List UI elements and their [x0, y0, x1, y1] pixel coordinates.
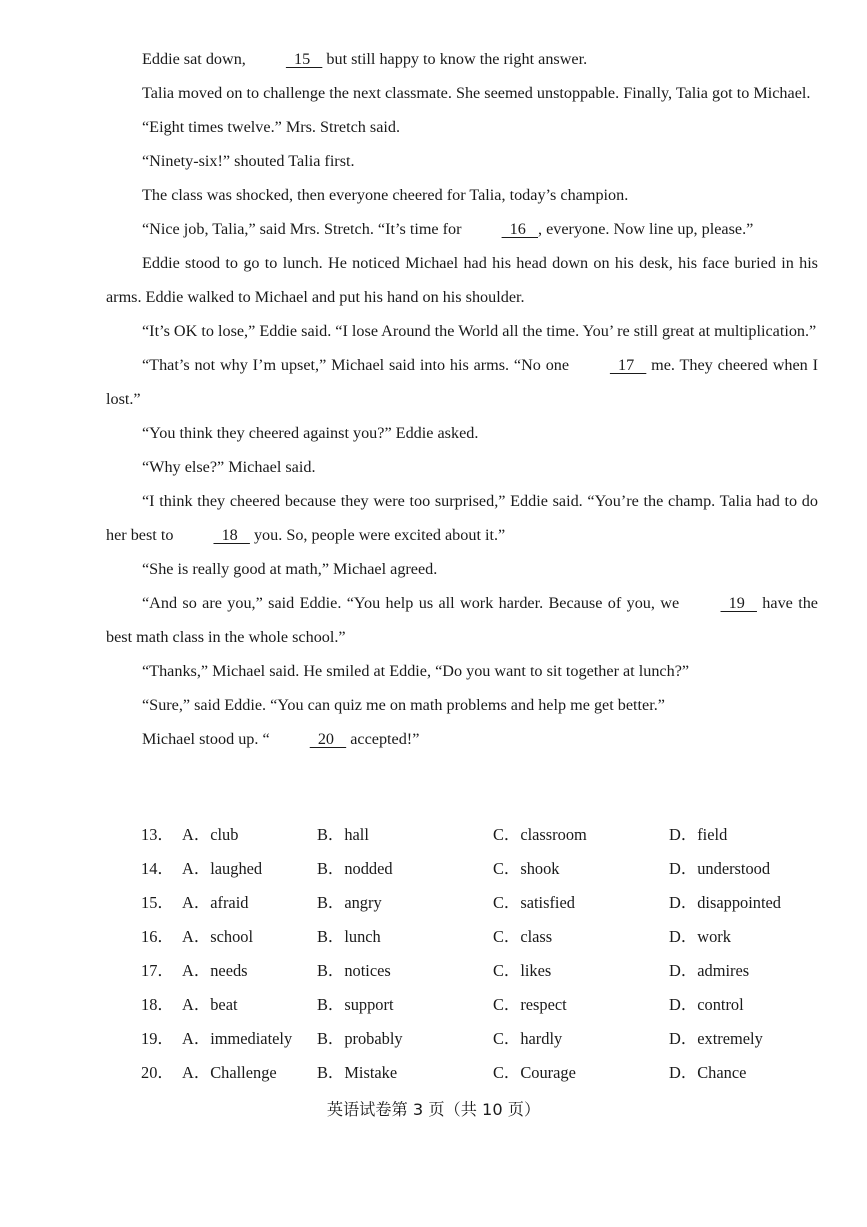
- passage-text: Eddie stood to go to lunch. He noticed Michael had his head down on his desk, his face buried in his arms. Eddie walked to Michael and put his hand on his shoulder.: [106, 254, 818, 306]
- option-c: C．hardly: [493, 1029, 563, 1048]
- passage-paragraph: [106, 722, 818, 756]
- passage-text: Michael stood up. “: [142, 730, 274, 748]
- blank-15: 15: [285, 50, 323, 68]
- question-row: [141, 852, 821, 886]
- option-b: B．hall: [317, 825, 369, 844]
- question-row: [141, 988, 821, 1022]
- passage-text: “She is really good at math,” Michael agreed.: [142, 560, 438, 578]
- passage-paragraph: [106, 246, 818, 314]
- passage-text: “Eight times twelve.” Mrs. Stretch said.: [142, 118, 401, 136]
- option-b: B．nodded: [317, 859, 393, 878]
- cloze-passage: [106, 42, 818, 756]
- question-number: 20．: [141, 1063, 174, 1082]
- passage-text: “Ninety-six!” shouted Talia first.: [142, 152, 355, 170]
- question-row: [141, 954, 821, 988]
- blank-20: 20: [309, 730, 347, 748]
- passage-paragraph: [106, 314, 818, 348]
- option-d: D．Chance: [669, 1063, 747, 1082]
- option-c: C．likes: [493, 961, 552, 980]
- question-row: [141, 1022, 821, 1056]
- passage-paragraph: [106, 654, 818, 688]
- passage-text: have the best math class in the whole school.”: [106, 594, 818, 646]
- option-d: D．control: [669, 995, 744, 1014]
- option-b: B．Mistake: [317, 1063, 398, 1082]
- passage-paragraph: [106, 586, 818, 654]
- option-b: B．probably: [317, 1029, 403, 1048]
- passage-paragraph: [106, 416, 818, 450]
- option-a: A．beat: [182, 995, 238, 1014]
- passage-text: “Sure,” said Eddie. “You can quiz me on math problems and help me get better.”: [142, 696, 665, 714]
- option-d: D．disappointed: [669, 893, 781, 912]
- passage-text: “It’s OK to lose,” Eddie said. “I lose Around the World all the time. You’ re still great at multiplication.”: [142, 322, 817, 340]
- option-d: D．field: [669, 825, 728, 844]
- option-a: A．needs: [182, 961, 248, 980]
- question-number: 17．: [141, 961, 174, 980]
- passage-text: Eddie sat down,: [142, 50, 250, 68]
- passage-paragraph: [106, 484, 818, 552]
- passage-text: “You think they cheered against you?” Eddie asked.: [142, 424, 479, 442]
- blank-16: 16: [501, 220, 538, 238]
- option-d: D．understood: [669, 859, 771, 878]
- option-b: B．angry: [317, 893, 382, 912]
- passage-text: , everyone. Now line up, please.”: [538, 220, 754, 238]
- passage-paragraph: [106, 450, 818, 484]
- question-number: 19．: [141, 1029, 174, 1048]
- passage-text: The class was shocked, then everyone cheered for Talia, today’s champion.: [142, 186, 629, 204]
- question-number: 15．: [141, 893, 174, 912]
- passage-text: “That’s not why I’m upset,” Michael said into his arms. “No one: [142, 356, 574, 374]
- passage-paragraph: [106, 178, 818, 212]
- passage-paragraph: [106, 110, 818, 144]
- option-c: C．respect: [493, 995, 567, 1014]
- passage-text: but still happy to know the right answer.: [322, 50, 588, 68]
- question-number: 16．: [141, 927, 174, 946]
- passage-paragraph: [106, 552, 818, 586]
- option-b: B．support: [317, 995, 394, 1014]
- passage-paragraph: [106, 212, 818, 246]
- question-row: [141, 920, 821, 954]
- option-d: D．admires: [669, 961, 750, 980]
- passage-paragraph: [106, 76, 818, 110]
- option-c: C．classroom: [493, 825, 587, 844]
- option-a: A．Challenge: [182, 1063, 277, 1082]
- option-b: B．lunch: [317, 927, 381, 946]
- option-c: C．shook: [493, 859, 560, 878]
- option-a: A．laughed: [182, 859, 263, 878]
- blank-19: 19: [720, 594, 757, 612]
- question-number: 18．: [141, 995, 174, 1014]
- option-c: C．Courage: [493, 1063, 576, 1082]
- passage-paragraph: [106, 42, 818, 76]
- option-c: C．class: [493, 927, 553, 946]
- option-a: A．immediately: [182, 1029, 293, 1048]
- option-a: A．school: [182, 927, 254, 946]
- passage-text: “And so are you,” said Eddie. “You help us all work harder. Because of you, we: [142, 594, 685, 612]
- blank-18: 18: [213, 526, 250, 544]
- answer-options: [141, 818, 821, 1090]
- question-row: [141, 886, 821, 920]
- passage-text: “I think they cheered because they were too surprised,” Eddie said. “You’re the champ. Talia had to do her best to: [106, 492, 818, 544]
- option-c: C．satisfied: [493, 893, 575, 912]
- passage-text: me. They cheered when I lost.”: [106, 356, 818, 408]
- option-a: A．afraid: [182, 893, 249, 912]
- passage-text: “Thanks,” Michael said. He smiled at Eddie, “Do you want to sit together at lunch?”: [142, 662, 690, 680]
- passage-text: accepted!”: [346, 730, 420, 748]
- question-number: 13．: [141, 825, 174, 844]
- passage-text: “Why else?” Michael said.: [142, 458, 316, 476]
- passage-paragraph: [106, 348, 818, 416]
- passage-paragraph: [106, 144, 818, 178]
- passage-text: you. So, people were excited about it.”: [249, 526, 506, 544]
- page-footer: 英语试卷第 3 页（共 10 页）: [326, 1100, 541, 1119]
- option-b: B．notices: [317, 961, 391, 980]
- option-d: D．work: [669, 927, 731, 946]
- option-a: A．club: [182, 825, 239, 844]
- passage-paragraph: [106, 688, 818, 722]
- option-d: D．extremely: [669, 1029, 763, 1048]
- passage-text: Talia moved on to challenge the next classmate. She seemed unstoppable. Finally, Talia got to Michael.: [142, 84, 811, 102]
- question-row: [141, 818, 821, 852]
- question-row: [141, 1056, 821, 1090]
- blank-17: 17: [609, 356, 647, 374]
- question-number: 14．: [141, 859, 174, 878]
- passage-text: “Nice job, Talia,” said Mrs. Stretch. “It’s time for: [142, 220, 466, 238]
